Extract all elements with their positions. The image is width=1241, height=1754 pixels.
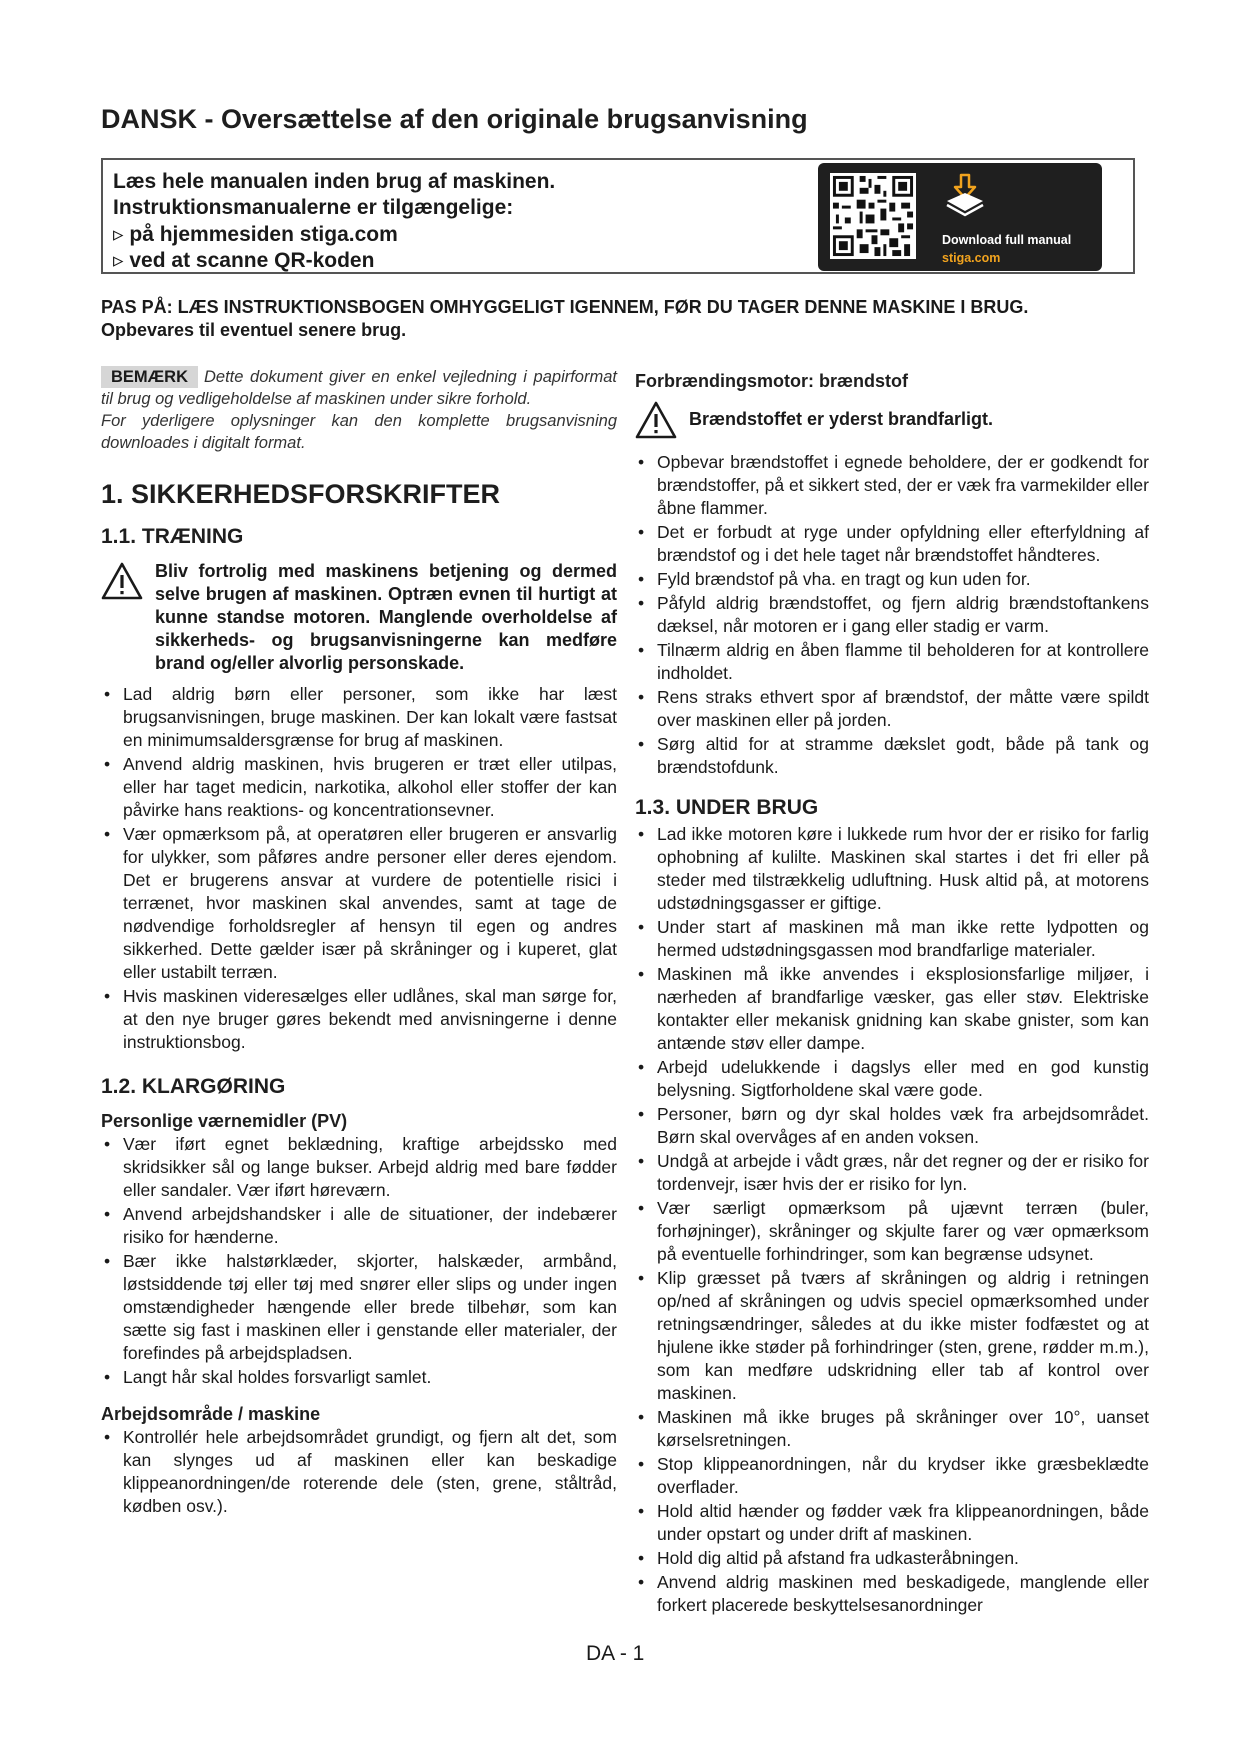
warning-line-1: PAS PÅ: LÆS INSTRUKTIONSBOGEN OMHYGGELIGT IGENNEM, FØR DU TAGER DENNE MASKINE I BRUG. bbox=[101, 297, 1029, 317]
fuel-warning bbox=[635, 399, 1149, 439]
list-item: • Maskinen må ikke bruges på skråninger over 10°, uanset kørselsretningen. bbox=[635, 1406, 1149, 1452]
list-item: • Hvis maskinen videresælges eller udlånes, skal man sørge for, at den nye bruger gøres bekendt med anvisningerne i denne instruktionsbog. bbox=[101, 985, 617, 1054]
list-item: • Under start af maskinen må man ikke rette lydpotten og hermed udstødningsgassen mod brandfarlige materialer. bbox=[635, 916, 1149, 962]
list-item: • Anvend aldrig maskinen, hvis brugeren er træt eller utilpas, eller har taget medicin, narkotika, alkohol eller stoffer der kan påvirke hans reaktions- og koncentrationsevner. bbox=[101, 753, 617, 822]
read-instructions-warning bbox=[101, 296, 1131, 342]
warning-line-2: Opbevares til eventuel senere brug. bbox=[101, 320, 407, 340]
fuel-warning-text: Brændstoffet er yderst brandfarligt. bbox=[689, 408, 994, 429]
manual-line-website: ▹ på hjemmesiden stiga.com bbox=[113, 223, 398, 246]
list-item: • Det er forbudt at ryge under opfyldning eller efterfyldning af brændstof og i det hele taget når brændstoffet håndteres. bbox=[635, 521, 1149, 567]
warning-triangle-icon bbox=[101, 562, 143, 600]
list-item: • Rens straks ethvert spor af brændstof, der måtte være spildt over maskinen eller på jorden. bbox=[635, 686, 1149, 732]
ppe-title: Personlige værnemidler (PV) bbox=[101, 1111, 348, 1131]
section-title-in-use: 1.3. UNDER BRUG bbox=[635, 796, 819, 819]
work-area-title: Arbejdsområde / maskine bbox=[101, 1404, 321, 1424]
list-item: • Hold dig altid på afstand fra udkasteråbningen. bbox=[635, 1547, 1149, 1570]
manual-line-2: Instruktionsmanualerne er tilgængelige: bbox=[113, 196, 514, 219]
list-item: • Påfyld aldrig brændstoffet, og fjern aldrig brændstoftankens dæksel, når motoren er i gang eller stadig er varm. bbox=[635, 592, 1149, 638]
download-label[interactable]: Download full manual bbox=[942, 233, 1072, 247]
list-item: • Vær opmærksom på, at operatøren eller brugeren er ansvarlig for ulykker, som påføres andre personer eller deres ejendom. Det er brugerens ansvar at vurdere de potentielle risici i terrænet, hvor maskinen skal anvendes, samt at tage de nødvendige forholdsregler af hensyn til egen og andres sikkerhed. Dette gælder især på skråninger og i kuperet, glat eller ustabilt terræn. bbox=[101, 823, 617, 984]
note-text-1: Dette dokument giver en enkel vejledning i papirformat til brug og vedligeholdelse af maskinen under sikre forhold. bbox=[101, 368, 617, 408]
training-warning-text: Bliv fortrolig med maskinens betjening og dermed selve brugen af maskinen. Optræn evnen til hurtigt at kunne standse motoren. Manglende overholdelse af sikkerheds- og brugsanvisningerne kan medføre brand og/eller alvorlig personskade. bbox=[155, 561, 617, 673]
warning-triangle-icon bbox=[635, 401, 677, 439]
fuel-title: Forbrændingsmotor: brændstof bbox=[635, 371, 908, 391]
list-item: • Vær særligt opmærksom på ujævnt terræn (buler, forhøjninger), skråninger og skjulte farer og vær opmærksom på eventuelle forhindringer, som kan begrænse udsynet. bbox=[635, 1197, 1149, 1266]
section-title-training: 1.1. TRÆNING bbox=[101, 525, 244, 548]
list-item: • Personer, børn og dyr skal holdes væk fra arbejdsområdet. Børn skal overvåges af en anden voksen. bbox=[635, 1103, 1149, 1149]
list-item: • Anvend aldrig maskinen med beskadigede, manglende eller forkert placerede beskyttelsesanordninger bbox=[635, 1571, 1149, 1617]
list-item: • Bær ikke halstørklæder, skjorter, halskæder, armbånd, løstsiddende tøj eller tøj med snører eller slips og under ingen omstændigheder hængende eller brede tilbehør, som kan sætte sig fast i maskinen eller i genstande eller materialer, der forefindes på arbejdspladsen. bbox=[101, 1250, 617, 1365]
list-item: • Arbejd udelukkende i dagslys eller med en god kunstig belysning. Sigtforholdene skal være gode. bbox=[635, 1056, 1149, 1102]
list-item: • Lad ikke motoren køre i lukkede rum hvor der er risiko for farlig ophobning af kulilte. Maskinen skal startes i det fri eller på steder med tilstrækkelig udluftning. Husk altid på, at motorens udstødningsgasser er giftige. bbox=[635, 823, 1149, 915]
list-item: • Lad aldrig børn eller personer, som ikke har læst brugsanvisningen, bruge maskinen. Der kan lokalt være fastsat en minimumsaldersgrænse for brug af maskinen. bbox=[101, 683, 617, 752]
manual-line-1: Læs hele manualen inden brug af maskinen. bbox=[113, 170, 556, 193]
section-title-safety: 1. SIKKERHEDSFORSKRIFTER bbox=[101, 479, 501, 509]
list-item: • Langt hår skal holdes forsvarligt samlet. bbox=[101, 1366, 617, 1389]
list-item: • Stop klippeanordningen, når du krydser ikke græsbeklædte overflader. bbox=[635, 1453, 1149, 1499]
ppe-list bbox=[101, 1133, 617, 1389]
page-title: DANSK - Oversættelse af den originale brugsanvisning bbox=[101, 104, 808, 134]
qr-code-icon[interactable] bbox=[830, 173, 916, 259]
note-text-2: For yderligere oplysninger kan den komplette brugsanvisning downloades i digitalt format. bbox=[101, 412, 617, 452]
download-icon bbox=[942, 173, 988, 219]
list-item: • Maskinen må ikke anvendes i eksplosionsfarlige miljøer, i nærheden af brandfarlige væsker, gas eller støv. Elektriske kontakter eller mekanisk gnidning kan skabe gnister, som kan antænde støv eller dampe. bbox=[635, 963, 1149, 1055]
training-warning bbox=[101, 560, 617, 675]
list-item: • Vær iført egnet beklædning, kraftige arbejdssko med skridsikker sål og lange bukser. Arbejd aldrig med bare fødder eller sandaler. Vær iført høreværn. bbox=[101, 1133, 617, 1202]
download-manual-badge[interactable] bbox=[818, 163, 1102, 271]
list-item: • Klip græsset på tværs af skråningen og aldrig i retningen op/ned af skråningen og udvis speciel opmærksomhed under retningsændringer, således at du ikke mister fodfæstet og at hjulene ikke støder på forhindringer (sten, grene, rødder m.m.), som kan medføre udskridning eller tab af kontrol over maskinen. bbox=[635, 1267, 1149, 1405]
manual-info-box bbox=[101, 158, 1135, 274]
section-title-preparation: 1.2. KLARGØRING bbox=[101, 1075, 286, 1098]
note-block bbox=[101, 366, 617, 454]
fuel-list bbox=[635, 451, 1149, 779]
list-item: • Kontrollér hele arbejdsområdet grundigt, og fjern alt det, som kan slynges ud af maskinen eller kan beskadige klippeanordningen/de roterende dele (sten, grene, ståltråd, kødben osv.). bbox=[101, 1426, 617, 1518]
list-item: • Fyld brændstof på vha. en tragt og kun uden for. bbox=[635, 568, 1149, 591]
list-item: • Undgå at arbejde i vådt græs, når det regner og der er risiko for tordenvejr, især hvis der er risiko for lyn. bbox=[635, 1150, 1149, 1196]
work-area-list bbox=[101, 1426, 617, 1518]
list-item: • Sørg altid for at stramme dækslet godt, både på tank og brændstofdunk. bbox=[635, 733, 1149, 779]
in-use-list bbox=[635, 823, 1149, 1617]
list-item: • Anvend arbejdshandsker i alle de situationer, der indebærer risiko for hænderne. bbox=[101, 1203, 617, 1249]
training-list bbox=[101, 683, 617, 1054]
manual-line-qr: ▹ ved at scanne QR-koden bbox=[113, 249, 375, 272]
note-tag: BEMÆRK bbox=[101, 366, 198, 388]
list-item: • Hold altid hænder og fødder væk fra klippeanordningen, både under opstart og under drift af maskinen. bbox=[635, 1500, 1149, 1546]
left-column bbox=[101, 366, 617, 1519]
download-site-link[interactable]: stiga.com bbox=[942, 251, 1001, 265]
list-item: • Tilnærm aldrig en åben flamme til beholderen for at kontrollere indholdet. bbox=[635, 639, 1149, 685]
list-item: • Opbevar brændstoffet i egnede beholdere, der er godkendt for brændstoffer, på et sikkert sted, der er væk fra varmekilder eller åbne flammer. bbox=[635, 451, 1149, 520]
page-number: DA - 1 bbox=[586, 1642, 645, 1665]
right-column bbox=[635, 370, 1149, 1618]
